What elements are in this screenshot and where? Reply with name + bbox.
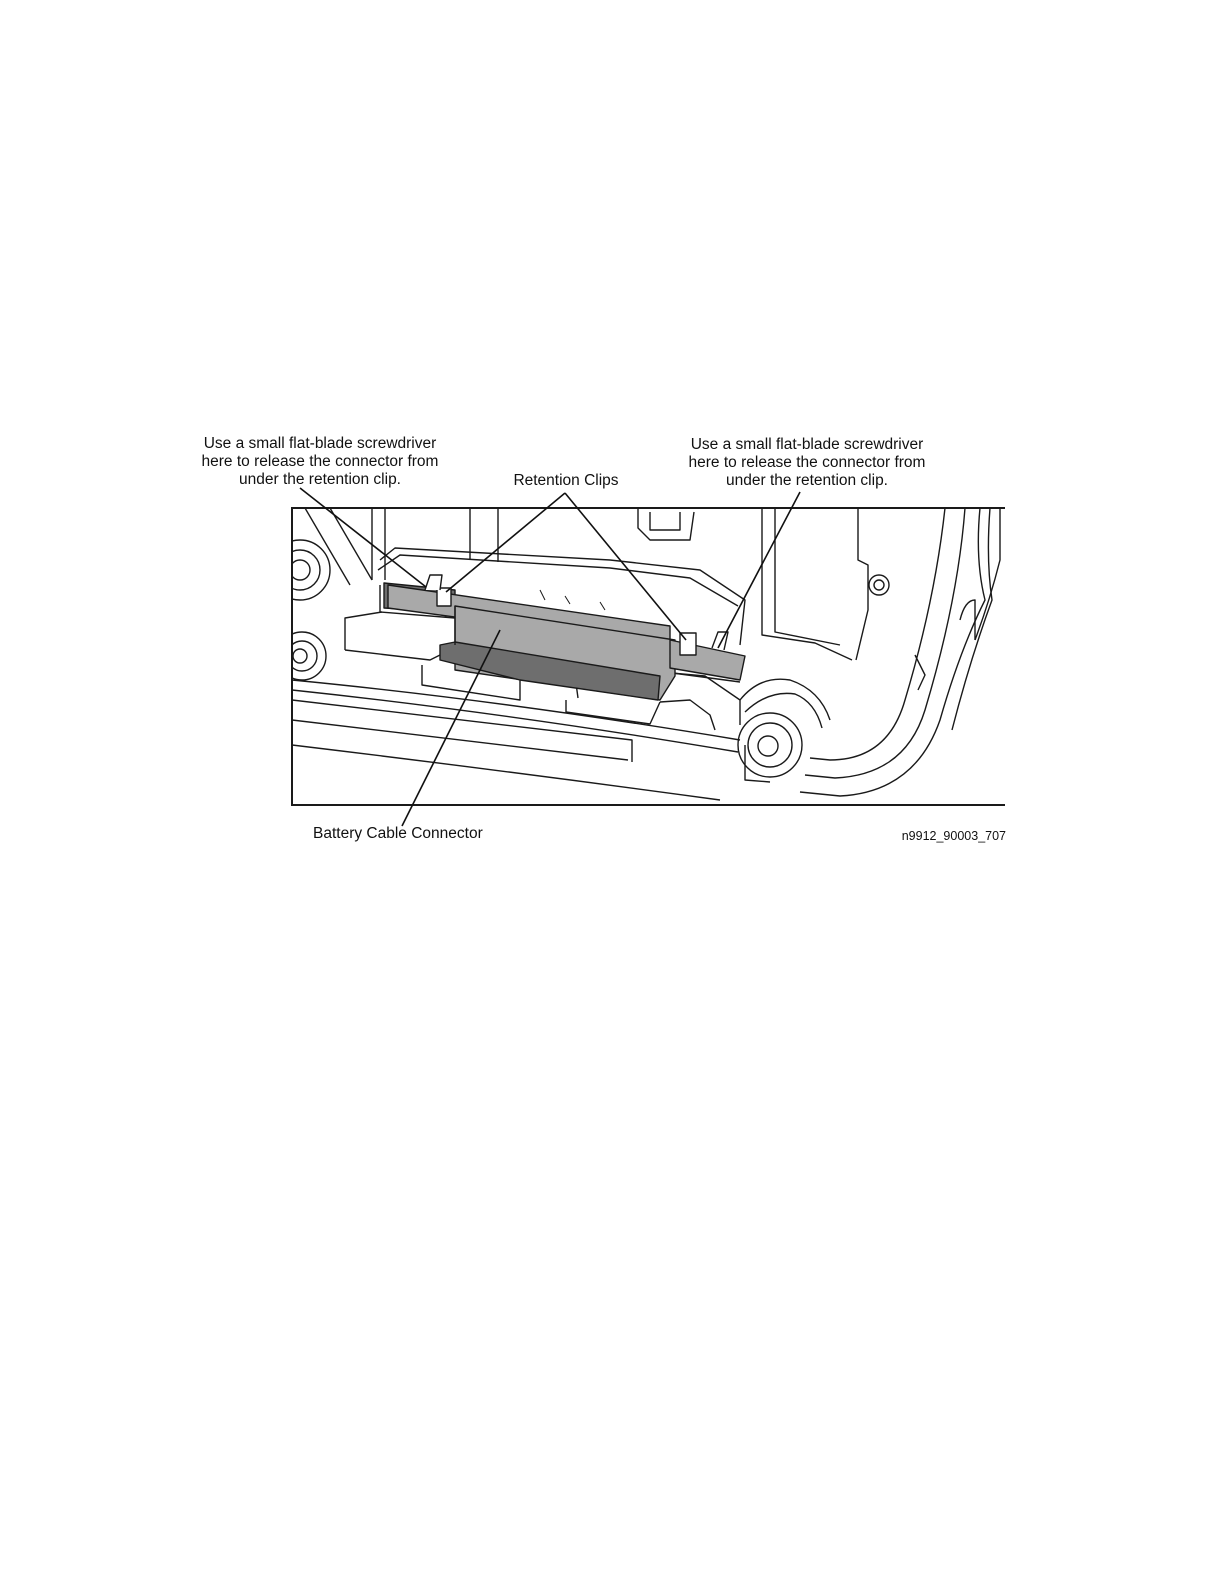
callout-line: Use a small flat-blade screwdriver bbox=[203, 435, 437, 452]
screwdriver-slot-left bbox=[425, 575, 442, 590]
callout-line: under the retention clip. bbox=[239, 471, 401, 488]
leader-screwdriver-right bbox=[718, 492, 800, 648]
battery-cable-connector bbox=[384, 575, 745, 700]
callout-line: here to release the connector from bbox=[688, 454, 926, 471]
retention-clip-left bbox=[437, 588, 451, 606]
bolt-left-bottom bbox=[278, 632, 326, 680]
right-casing-lines bbox=[740, 508, 1000, 796]
callout-battery-cable-connector: Battery Cable Connector bbox=[313, 825, 483, 842]
leader-screwdriver-left bbox=[300, 488, 426, 587]
bolt-left-top bbox=[270, 540, 330, 600]
callout-line: under the retention clip. bbox=[726, 472, 888, 489]
screw-top-right bbox=[869, 575, 889, 595]
callout-line: here to release the connector from bbox=[201, 453, 439, 470]
figure-id: n9912_90003_707 bbox=[901, 829, 1006, 843]
bolt-right-bottom bbox=[738, 713, 802, 782]
callout-line: Use a small flat-blade screwdriver bbox=[690, 436, 924, 453]
callout-retention-clips: Retention Clips bbox=[513, 472, 619, 489]
